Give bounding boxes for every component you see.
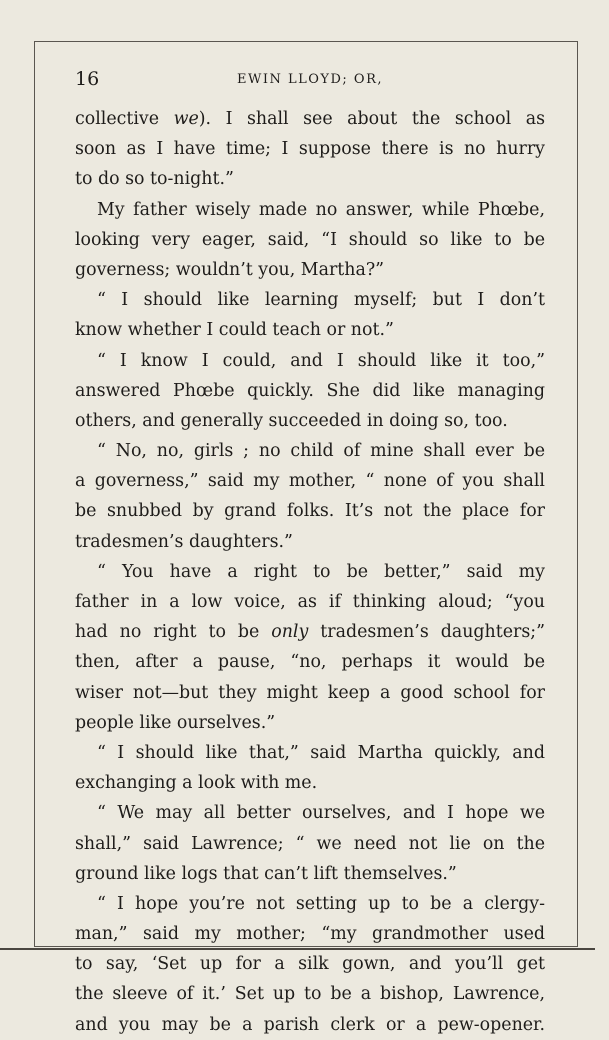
text-line: tradesmen’s daughters.” bbox=[75, 531, 293, 552]
text-line: father in a low voice, as if thinking aloud; “you bbox=[75, 592, 545, 612]
text-line: man,” said my mother; “my grandmother used bbox=[75, 924, 545, 945]
text-line: “ I hope you’re not setting up to be a clergy- bbox=[97, 893, 545, 914]
text-line: “ I should like that,” said Martha quickly, and bbox=[97, 742, 545, 763]
text-line: looking very eager, said, “I should so like to be bbox=[75, 229, 545, 250]
text-line: others, and generally succeeded in doing so, too. bbox=[75, 410, 508, 431]
page-number: 16 bbox=[75, 68, 100, 90]
text-line: “ You have a right to be better,” said my bbox=[97, 561, 545, 582]
text-line: then, after a pause, “no, perhaps it would be bbox=[75, 652, 545, 673]
text-line: a governess,” said my mother, “ none of you shall bbox=[75, 471, 545, 492]
text-line: exchanging a look with me. bbox=[75, 773, 318, 794]
body-text bbox=[75, 104, 545, 1040]
text-line: “ No, no, girls ; no child of mine shall ever be bbox=[97, 441, 545, 462]
text-line: ground like logs that can’t lift themselves.” bbox=[75, 863, 457, 884]
text-line: be snubbed by grand folks. It’s not the place for bbox=[75, 501, 545, 522]
text-line: “ We may all better ourselves, and I hope we bbox=[97, 803, 545, 824]
text-line: know whether I could teach or not.” bbox=[75, 320, 394, 341]
text-line: collective we). I shall see about the school as bbox=[75, 109, 545, 129]
text-line: governess; wouldn’t you, Martha?” bbox=[75, 259, 385, 280]
running-title: EWIN LLOYD; OR, bbox=[236, 72, 383, 87]
text-line: soon as I have time; I suppose there is no hurry bbox=[75, 139, 545, 160]
text-line: shall,” said Lawrence; “ we need not lie on the bbox=[75, 833, 545, 854]
text-line: had no right to be only tradesmen’s daughters;” bbox=[75, 622, 546, 643]
text-line: “ I know I could, and I should like it too,” bbox=[97, 350, 545, 371]
text-line: the sleeve of it.’ Set up to be a bishop, Lawrence, bbox=[75, 984, 545, 1005]
text-line: “ I should like learning myself; but I don’t bbox=[97, 290, 545, 311]
text-line: answered Phœbe quickly. She did like managing bbox=[75, 380, 545, 401]
page-header bbox=[75, 64, 545, 94]
text-line: and you may be a parish clerk or a pew-opener. bbox=[75, 1014, 545, 1035]
text-line: wiser not—but they might keep a good school for bbox=[75, 682, 545, 703]
text-line: people like ourselves.” bbox=[75, 712, 276, 733]
text-line: to do so to-night.” bbox=[75, 169, 234, 190]
text-line: to say, ‘Set up for a silk gown, and you’ll get bbox=[75, 954, 545, 975]
text-line: My father wisely made no answer, while Phœbe, bbox=[97, 199, 545, 220]
